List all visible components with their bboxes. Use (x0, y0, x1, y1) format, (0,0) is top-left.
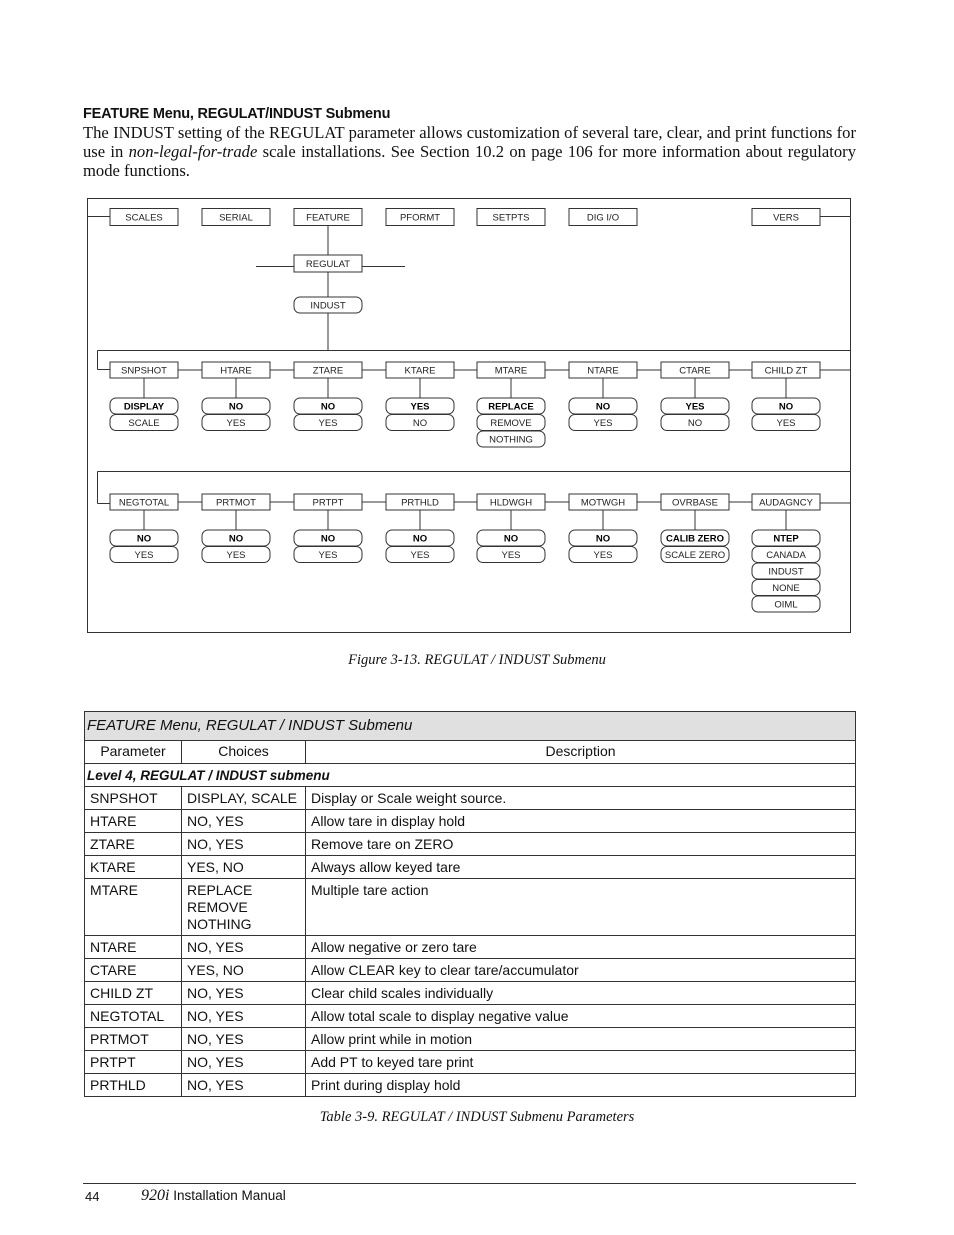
option-replace-label: REPLACE (488, 401, 534, 413)
option-oiml-label: OIML (774, 599, 798, 611)
figure-caption: Figure 3-13. REGULAT / INDUST Submenu (348, 652, 606, 668)
param-snpshot-label: SNPSHOT (121, 365, 167, 377)
option-yes-label: YES (410, 550, 430, 561)
menu-item-feature-label: FEATURE (306, 212, 350, 224)
table-title: FEATURE Menu, REGULAT / INDUST Submenu (85, 712, 856, 741)
param-motwgh-label: MOTWGH (580, 497, 626, 509)
option-yes-label: YES (318, 418, 338, 429)
param-ntare-label: NTARE (587, 365, 619, 377)
table-row (85, 982, 856, 1005)
footer-manual-label: Installation Manual (169, 1188, 286, 1203)
page-number: 44 (85, 1189, 100, 1204)
column-header-description: Description (306, 741, 856, 764)
option-scale-zero-label: SCALE ZERO (664, 550, 726, 561)
parameters-table (84, 711, 856, 1097)
option-yes-label: YES (410, 401, 430, 413)
cell-description: Display or Scale weight source. (306, 787, 856, 810)
level-label: Level 4, REGULAT / INDUST submenu (85, 764, 856, 787)
cell-choices: NO, YES (182, 1051, 306, 1074)
option-no-label: NO (503, 533, 519, 545)
param-child-zt-label: CHILD ZT (764, 365, 808, 377)
param-negtotal-label: NEGTOTAL (118, 497, 170, 509)
option-canada-label: CANADA (766, 550, 806, 561)
option-remove-label: REMOVE (490, 418, 532, 429)
cell-choices: NO, YES (182, 1005, 306, 1028)
intro-text-2: scale installations. See Section 10.2 on page 106 for more information about regulatory mode functions. (83, 142, 856, 180)
table-row (85, 810, 856, 833)
option-yes-label: YES (685, 401, 705, 413)
option-no-label: NO (136, 533, 152, 545)
footer-rule (83, 1183, 856, 1184)
option-calib-zero-label: CALIB ZERO (665, 533, 725, 545)
option-display-label: DISPLAY (123, 401, 165, 413)
cell-parameter: NTARE (85, 936, 182, 959)
cell-parameter: MTARE (85, 879, 182, 936)
cell-choices: YES, NO (182, 856, 306, 879)
cell-parameter: CTARE (85, 959, 182, 982)
menu-item-vers-label: VERS (773, 212, 799, 224)
cell-choices: NO, YES (182, 1028, 306, 1051)
option-no-label: NO (412, 533, 428, 545)
diagram-frame (88, 199, 851, 633)
cell-description: Add PT to keyed tare print (306, 1051, 856, 1074)
param-htare-label: HTARE (220, 365, 252, 377)
cell-description: Print during display hold (306, 1074, 856, 1097)
menu-item-dig-i-o-label: DIG I/O (586, 212, 620, 224)
section-heading: FEATURE Menu, REGULAT/INDUST Submenu (83, 106, 391, 122)
option-yes-label: YES (501, 550, 521, 561)
menu-item-setpts-label: SETPTS (492, 212, 530, 224)
cell-choices: REPLACE REMOVE NOTHING (182, 879, 306, 936)
table-row (85, 1074, 856, 1097)
option-indust-label: INDUST (768, 566, 804, 578)
footer-model: 920i (141, 1187, 170, 1204)
param-ktare-label: KTARE (404, 365, 436, 377)
cell-description: Allow negative or zero tare (306, 936, 856, 959)
table-row (85, 833, 856, 856)
option-no-label: NO (412, 418, 428, 429)
cell-choices: NO, YES (182, 936, 306, 959)
option-nothing-label: NOTHING (489, 434, 533, 446)
column-header-choices: Choices (182, 741, 306, 764)
table-row (85, 959, 856, 982)
footer-title (141, 1187, 286, 1205)
option-no-label: NO (228, 533, 244, 545)
option-no-label: NO (595, 533, 611, 545)
menu-item-serial-label: SERIAL (219, 212, 253, 224)
option-yes-label: YES (593, 550, 613, 561)
option-no-label: NO (228, 401, 244, 413)
cell-description: Allow total scale to display negative value (306, 1005, 856, 1028)
param-mtare-label: MTARE (494, 365, 528, 377)
param-hldwgh-label: HLDWGH (489, 497, 533, 509)
option-ntep-label: NTEP (773, 533, 799, 545)
option-yes-label: YES (226, 550, 246, 561)
option-none-label: NONE (772, 583, 800, 594)
intro-text-1: The INDUST setting of the REGULAT parameter allows customization of several tare, clear, and print functions for use in (83, 123, 856, 161)
table-row (85, 879, 856, 936)
cell-parameter: ZTARE (85, 833, 182, 856)
cell-parameter: SNPSHOT (85, 787, 182, 810)
column-header-parameter: Parameter (85, 741, 182, 764)
cell-choices: NO, YES (182, 982, 306, 1005)
param-ovrbase-label: OVRBASE (672, 497, 718, 509)
param-prtmot-label: PRTMOT (216, 497, 256, 509)
option-yes-label: YES (134, 550, 154, 561)
table-caption: Table 3-9. REGULAT / INDUST Submenu Parameters (319, 1109, 635, 1125)
option-no-label: NO (320, 401, 336, 413)
param-audagncy-label: AUDAGNCY (759, 497, 813, 509)
param-prtpt-label: PRTPT (312, 497, 344, 509)
cell-parameter: KTARE (85, 856, 182, 879)
cell-description: Remove tare on ZERO (306, 833, 856, 856)
cell-description: Multiple tare action (306, 879, 856, 936)
table-row (85, 1028, 856, 1051)
table-row (85, 1005, 856, 1028)
option-scale-label: SCALE (128, 418, 160, 429)
param-ctare-label: CTARE (679, 365, 711, 377)
cell-parameter: NEGTOTAL (85, 1005, 182, 1028)
cell-description: Allow print while in motion (306, 1028, 856, 1051)
param-prthld-label: PRTHLD (401, 497, 439, 509)
cell-description: Always allow keyed tare (306, 856, 856, 879)
cell-parameter: PRTPT (85, 1051, 182, 1074)
option-yes-label: YES (226, 418, 246, 429)
cell-choices: NO, YES (182, 1074, 306, 1097)
cell-choices: NO, YES (182, 810, 306, 833)
cell-description: Allow tare in display hold (306, 810, 856, 833)
option-no-label: NO (320, 533, 336, 545)
option-no-label: NO (595, 401, 611, 413)
cell-description: Allow CLEAR key to clear tare/accumulator (306, 959, 856, 982)
table-row (85, 1051, 856, 1074)
menu-item-pformt-label: PFORMT (399, 212, 441, 224)
table-row (85, 787, 856, 810)
cell-choices: DISPLAY, SCALE (182, 787, 306, 810)
cell-choices: YES, NO (182, 959, 306, 982)
cell-parameter: PRTMOT (85, 1028, 182, 1051)
menu-item-scales-label: SCALES (125, 212, 163, 224)
cell-parameter: HTARE (85, 810, 182, 833)
option-yes-label: YES (776, 418, 796, 429)
intro-emphasis: non-legal-for-trade (128, 142, 258, 161)
option-no-label: NO (778, 401, 794, 413)
cell-choices: NO, YES (182, 833, 306, 856)
table-row (85, 856, 856, 879)
option-no-label: NO (687, 418, 703, 429)
table-row (85, 936, 856, 959)
cell-description: Clear child scales individually (306, 982, 856, 1005)
param-ztare-label: ZTARE (312, 365, 344, 377)
option-yes-label: YES (593, 418, 613, 429)
indust-label: INDUST (310, 300, 346, 312)
cell-parameter: CHILD ZT (85, 982, 182, 1005)
option-yes-label: YES (318, 550, 338, 561)
cell-parameter: PRTHLD (85, 1074, 182, 1097)
regulat-label: REGULAT (305, 259, 351, 270)
